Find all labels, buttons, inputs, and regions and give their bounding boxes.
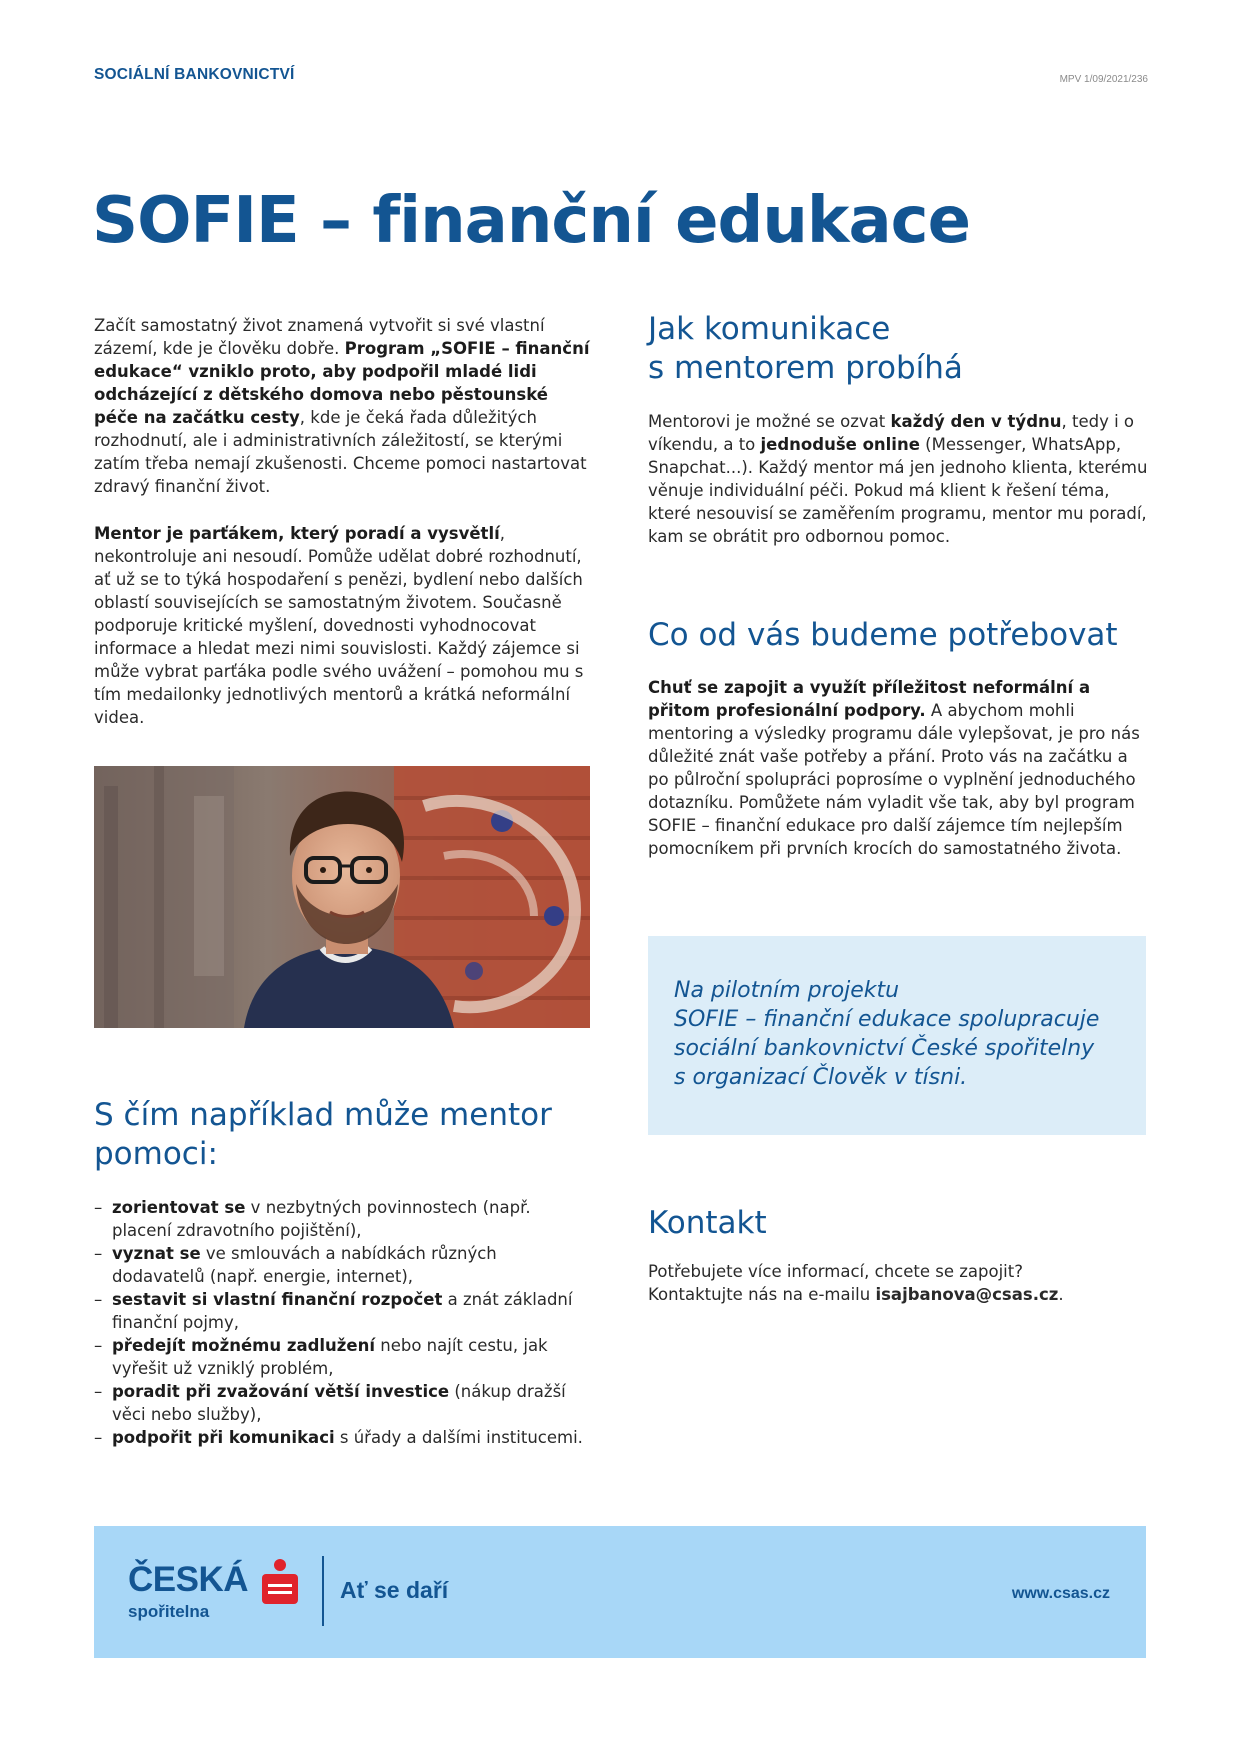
contact-text-end: . — [1058, 1285, 1064, 1304]
communication-heading-line-1: Jak komunikace — [648, 311, 891, 347]
mentor-bold: Mentor je parťákem, který poradí a vysvětlí — [94, 524, 500, 543]
callout-line-1: Na pilotním projektu — [674, 978, 900, 1003]
ceska-sporitelna-logo-icon — [260, 1558, 300, 1606]
comm-text-1: Mentorovi je možné se ozvat — [648, 412, 891, 431]
help-item-bold: poradit při zvažování větší investice — [112, 1382, 450, 1401]
contact-heading: Kontakt — [648, 1205, 767, 1241]
help-list-item — [94, 1380, 584, 1426]
communication-heading — [648, 310, 1148, 388]
communication-paragraph — [648, 410, 1148, 548]
needs-bold: Chuť se zapojit a využít příležitost neformální a přitom profesionální podpory. — [648, 678, 1091, 720]
help-item-bold: sestavit si vlastní finanční rozpočet — [112, 1290, 443, 1309]
footer-divider — [322, 1556, 324, 1626]
intro-bold: Program „SOFIE – finanční edukace“ vzniklo proto, aby podpořil mladé lidi odcházející z dětského domova nebo pěstounské péče na začátku cesty — [94, 339, 590, 427]
callout-line-4: s organizací Člověk v tísni. — [674, 1065, 968, 1090]
brand-slogan: Ať se daří — [340, 1577, 449, 1603]
website-link[interactable]: www.csas.cz — [1011, 1585, 1110, 1602]
comm-bold-1: každý den v týdnu — [890, 412, 1062, 431]
help-item-text: ve smlouvách a nabídkách různých dodavatelů (např. energie, internet), — [112, 1244, 497, 1286]
page-title: SOFIE – finanční edukace — [92, 184, 970, 258]
help-item-text: s úřady a dalšími institucemi. — [334, 1428, 583, 1447]
help-heading-line-2: pomoci: — [94, 1136, 218, 1172]
callout-line-2: SOFIE – finanční edukace spolupracuje — [674, 1007, 1100, 1032]
mentor-paragraph — [94, 522, 590, 729]
section-label: SOCIÁLNÍ BANKOVNICTVÍ — [94, 66, 295, 83]
help-list-item — [94, 1242, 584, 1288]
footer-banner — [94, 1526, 1146, 1658]
contact-email-link[interactable]: isajbanova@csas.cz — [875, 1285, 1059, 1304]
needs-heading: Co od vás budeme potřebovat — [648, 617, 1118, 653]
help-list — [94, 1196, 584, 1449]
mentor-text: , nekontroluje ani nesoudí. Pomůže udělat dobré rozhodnutí, ať už se to týká hospodaření s penězi, bydlení nebo dalších oblastí souvisejících se samostatným životem. Současně podporuje kritické myšlení, dovednosti vyhodnocovat informace a hledat mezi nimi souvislosti. Každý zájemce si může vybrat parťáka podle svého uvážení – pomohou mu s tím medailonky jednotlivých mentorů a krátká neformální videa. — [94, 524, 584, 727]
help-item-text: (nákup dražší věci nebo služby), — [112, 1382, 566, 1424]
communication-heading-line-2: s mentorem probíhá — [648, 350, 963, 386]
callout-line-3: sociální bankovnictví České spořitelny — [674, 1036, 1095, 1061]
comm-bold-2: jednoduše online — [760, 435, 920, 454]
comm-text-2: , tedy i o víkendu, a to — [648, 412, 1135, 454]
help-list-item — [94, 1426, 584, 1449]
help-item-text: nebo najít cestu, jak vyřešit už vzniklý problém, — [112, 1336, 548, 1378]
intro-text-1: Začít samostatný život znamená vytvořit si své vlastní zázemí, kde je člověku dobře. — [94, 316, 545, 358]
intro-paragraph — [94, 314, 594, 498]
logo-wordmark: ČESKÁ — [128, 1560, 249, 1599]
help-item-text: a znát základní finanční pojmy, — [112, 1290, 573, 1332]
help-list-item — [94, 1196, 584, 1242]
document-number: MPV 1/09/2021/236 — [1059, 74, 1148, 85]
needs-paragraph — [648, 676, 1148, 860]
help-list-item — [94, 1334, 584, 1380]
comm-text-3: (Messenger, WhatsApp, Snapchat...). Každý mentor má jen jednoho klienta, kterému věnuje individuální péči. Pokud má klient k řešení téma, které nesouvisí se zaměřením programu, mentor mu poradí, kam se obrátit pro odbornou pomoc. — [648, 435, 1148, 546]
intro-text-2: , kde je čeká řada důležitých rozhodnutí, ale i administrativních záležitostí, se kterými zatím třeba nemají zkušenosti. Chceme pomoci nastartovat zdravý finanční život. — [94, 408, 587, 496]
help-item-bold: zorientovat se — [112, 1198, 246, 1217]
help-heading-line-1: S čím například může mentor — [94, 1097, 552, 1133]
callout-text — [674, 976, 1134, 1092]
contact-paragraph — [648, 1260, 1118, 1306]
logo-subtitle: spořitelna — [128, 1602, 210, 1621]
help-item-bold: předejít možnému zadlužení — [112, 1336, 375, 1355]
help-item-text: v nezbytných povinnostech (např. placení zdravotního pojištění), — [112, 1198, 531, 1240]
help-list-item — [94, 1288, 584, 1334]
help-heading — [94, 1096, 614, 1174]
contact-text: Potřebujete více informací, chcete se zapojit? Kontaktujte nás na e-mailu — [648, 1262, 1023, 1304]
needs-text: A abychom mohli mentoring a výsledky programu dále vylepšovat, je pro nás důležité znát vaše potřeby a přání. Proto vás na začátku a po půlroční spolupráci poprosíme o vyplnění jednoduchého dotazníku. Pomůžete nám vyladit vše tak, aby byl program SOFIE – finanční edukace pro další zájemce tím nejlepším pomocníkem při prvních krocích do samostatného života. — [648, 701, 1140, 858]
partner-callout — [648, 936, 1146, 1135]
mentor-photo — [94, 766, 590, 1028]
help-item-bold: podpořit při komunikaci — [112, 1428, 335, 1447]
help-item-bold: vyznat se — [112, 1244, 201, 1263]
